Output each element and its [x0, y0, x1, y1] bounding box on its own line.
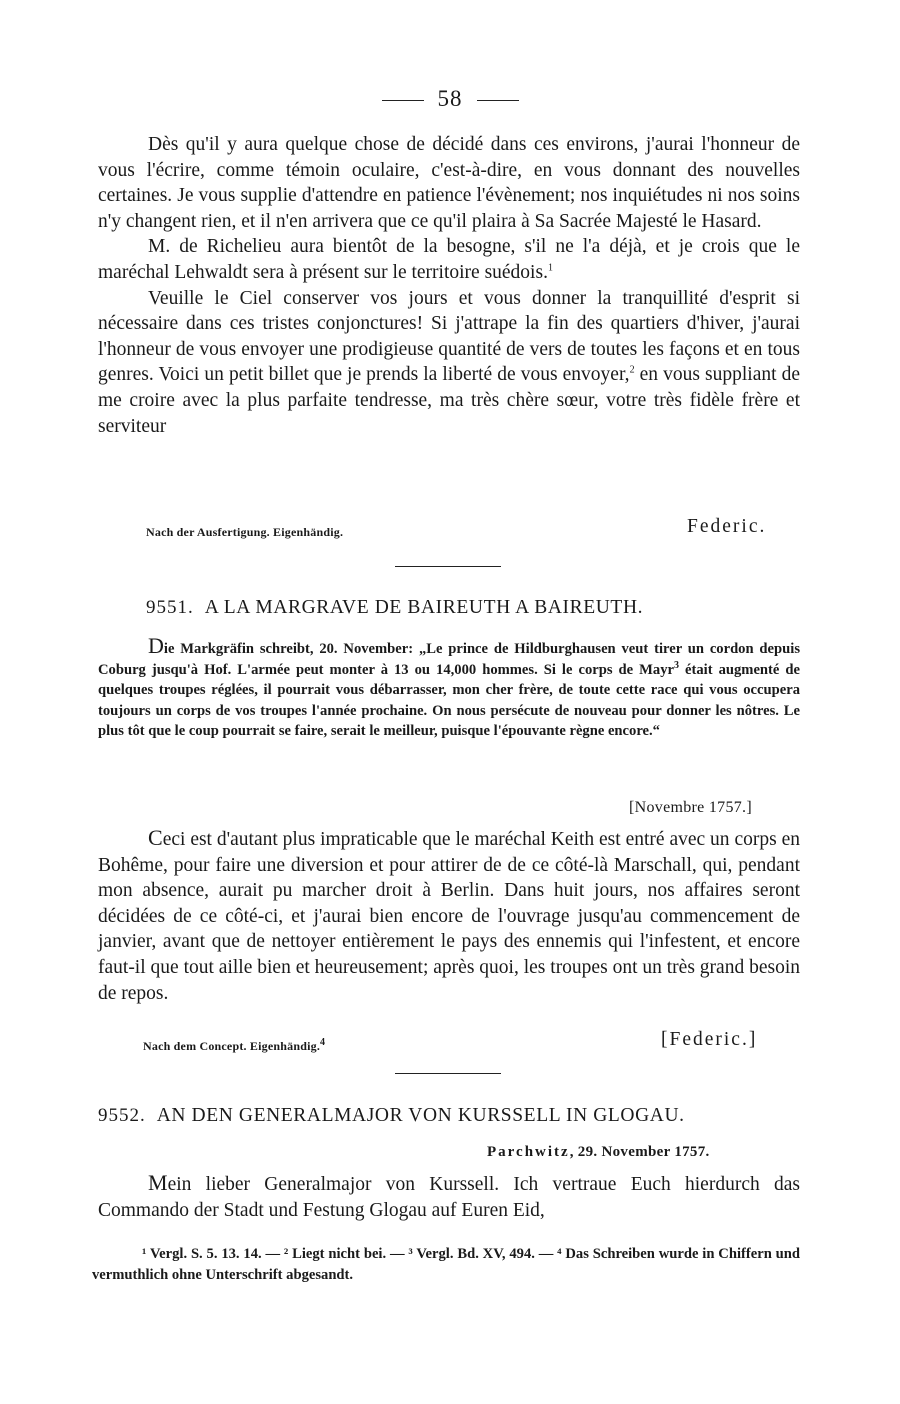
- footnote-ref-4: 4: [320, 1037, 326, 1048]
- letter-body-9552: [98, 1170, 800, 1223]
- page-number: [0, 86, 900, 112]
- source-note-2: [143, 1039, 325, 1054]
- paragraph-1: Dès qu'il y aura quelque chose de décidé dans ces environs, j'aurai l'honneur de vous l'écrire, comme témoin oculaire, c'est-à-dire, en vous donnant des nouvelles certaines. Je vous supplie d'attendre en patience l'évènement; nos inquiétudes ni nos soins n'y changent rien, et il n'en arrivera que ce qu'il plaira à Sa Sacrée Majesté le Hasard.: [98, 134, 800, 232]
- source-note-2-text: Nach dem Concept. Eigenhändig.: [143, 1039, 321, 1053]
- paragraph-2: [98, 234, 800, 285]
- page-number-dash-left: [382, 100, 424, 101]
- body-text-9551: eci est d'autant plus impraticable que le maréchal Keith est entré avec un corps en Bohême, pour faire une diversion et pour attirer de de ce côté-là Marschall, qui, pendant mon absence, aurait pu marcher droit à Berlin. Dans huit jours, nos affaires seront décidées de ce côté-ci, et j'aurai bien encore de l'ouvrage jusqu'au commencement de janvier, avant que de nettoyer entièrement le pays des ennemis qui l'infestent, et encore faut-il que tout aille bien et heureusement; après quoi, les troupes ont un très grand besoin de repos.: [98, 829, 800, 1004]
- footnote-ref-2: 2: [629, 364, 635, 376]
- letter-date-9551: [Novembre 1757.]: [629, 799, 752, 816]
- paragraph-3-text-b: en vous suppliant de me croire avec la plus parfaite tendresse, ma très chère sœur, votre très fidèle frère et serviteur: [98, 364, 800, 437]
- paragraph-3: [98, 286, 800, 440]
- letter-heading-9552: [98, 1105, 800, 1127]
- letter-place-9552: Parchwitz: [487, 1144, 570, 1160]
- signature-2: [Federic.]: [661, 1029, 758, 1050]
- letter-number-9551: 9551.: [146, 597, 194, 618]
- paragraph-2-text: M. de Richelieu aura bientôt de la besogne, s'il ne l'a déjà, et je crois que le maréchal Lehwaldt sera à présent sur le territoire suédois.: [98, 236, 800, 283]
- letter-heading-9551: [146, 597, 848, 619]
- summary-text-b: était augmenté de quelques troupes réglées, il pourrait vous débarrasser, mon cher frère, de toute cette race qui vous occupera toujours un corps de vos troupes l'année prochaine. On nous persécute de nouveau pour donner les nôtres. Le plus tôt que le coup pourrait se faire, serait le meilleur, puisque l'épouvante règne encore.“: [98, 661, 800, 740]
- summary-paragraph: [98, 633, 800, 742]
- letter-title-9551: A LA MARGRAVE DE BAIREUTH A BAIREUTH.: [204, 597, 644, 618]
- body-text-9552: ein lieber Generalmajor von Kurssell. Ich vertraue Euch hierdurch das Commando der Stadt und Festung Glogau auf Euren Eid,: [98, 1174, 800, 1221]
- source-note-1: Nach der Ausfertigung. Eigenhändig.: [146, 525, 344, 539]
- paragraph-3-text-a: Veuille le Ciel conserver vos jours et vous donner la tranquillité d'esprit si nécessaire dans ces tristes conjonctures! Si j'attrape la fin des quartiers d'hiver, j'aurai l'honneur de vous envoyer une prodigieuse quantité de vers de toutes les façons et en tous genres. Voici un petit billet que je prends la liberté de vous envoyer,: [98, 287, 800, 386]
- letter-date-9552: [487, 1144, 710, 1161]
- footnote-ref-3: 3: [674, 659, 679, 671]
- summary-initial: D: [148, 633, 164, 658]
- footnotes: [92, 1244, 800, 1286]
- letter-date-9552-text: , 29. November 1757.: [569, 1144, 710, 1160]
- letter-title-9552: AN DEN GENERALMAJOR VON KURSSELL IN GLOGAU.: [156, 1105, 685, 1126]
- body-initial-9551: C: [148, 825, 163, 850]
- separator-rule-1: [395, 566, 501, 567]
- body-paragraph-9552: [98, 1170, 800, 1223]
- footnotes-text: ¹ Vergl. S. 5. 13. 14. — ² Liegt nicht bei. — ³ Vergl. Bd. XV, 494. — ⁴ Das Schreiben wurde in Chiffern und vermuthlich ohne Unterschrift abgesandt.: [92, 1246, 800, 1283]
- body-paragraph-9551: [98, 825, 800, 1006]
- letter-summary-9551: [98, 633, 800, 742]
- signature-1: Federic.: [687, 516, 767, 537]
- letter-number-9552: 9552.: [98, 1105, 146, 1126]
- page-number-dash-right: [477, 100, 519, 101]
- page-number-value: 58: [437, 86, 463, 111]
- letter-body-9551: [98, 825, 800, 1006]
- body-initial-9552: M: [148, 1170, 168, 1195]
- footnote-ref-1: 1: [547, 262, 553, 274]
- summary-text-a: ie Markgräfin schreibt, 20. November: „Le prince de Hildburghausen veut tirer un cordon depuis Coburg jusqu'à Hof. L'armée peut monter à 13 ou 14,000 hommes. Si le corps de Mayr: [98, 641, 800, 678]
- separator-rule-2: [395, 1073, 501, 1074]
- letter-continuation: [98, 132, 800, 439]
